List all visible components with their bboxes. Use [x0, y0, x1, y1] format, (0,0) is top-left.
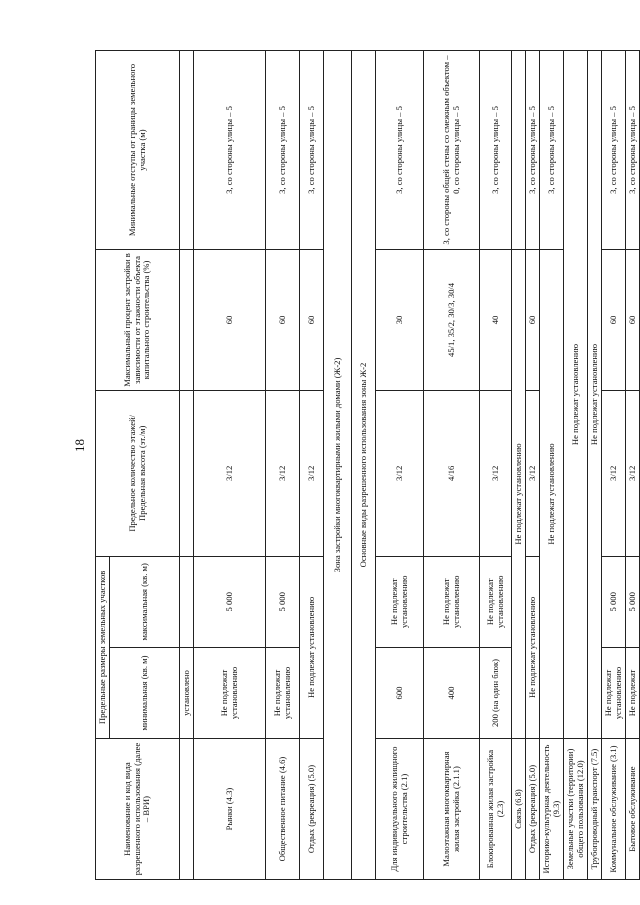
- table-row: [526, 51, 540, 880]
- cell-setback: 3, со стороны улицы – 5: [194, 51, 266, 250]
- cell-name: Отдых (рекреация) (5.0): [526, 739, 540, 880]
- cell-percent: 60: [266, 249, 300, 390]
- cell-height: 3/12: [194, 390, 266, 556]
- section-title-row: [352, 51, 376, 880]
- table-row: [194, 51, 266, 880]
- cell-percent: 45/1, 35/2, 30/3, 30/4: [424, 249, 480, 390]
- cell-max: Не подлежат установлению: [424, 556, 480, 647]
- table-row: [266, 51, 300, 880]
- header-max: максимальная (кв. м): [110, 556, 180, 647]
- table-row: [300, 51, 324, 880]
- cell-setback: 3, со стороны общей стены со смежным объектом – 0, со стороны улицы – 5: [424, 51, 480, 250]
- cell-percent: 60: [602, 249, 626, 390]
- cell-min: установлено: [180, 647, 194, 738]
- header-name: Наименование и код вида разрешенного использования (далее – ВРИ): [96, 739, 180, 880]
- cell-percent: 40: [480, 249, 512, 390]
- cell-percent: 60: [626, 249, 640, 390]
- cell-span: Не подлежат установлению: [540, 249, 564, 738]
- cell-min: Не подлежат установлению: [266, 647, 300, 738]
- table-row: [564, 51, 588, 880]
- cell-min: 600: [376, 647, 424, 738]
- rotated-table-container: [95, 50, 637, 880]
- cell-height: 3/12: [300, 390, 324, 556]
- cell-max: 5 000: [626, 556, 640, 647]
- cell-span: Не подлежат установлению: [588, 51, 602, 739]
- cell-height: 3/12: [376, 390, 424, 556]
- cell-height: 3/12: [266, 390, 300, 556]
- cell-name: Рынки (4.3): [194, 739, 266, 880]
- cell-name: Коммунальное обслуживание (3.1): [602, 739, 626, 880]
- header-min: минимальная (кв. м): [110, 647, 180, 738]
- cell-height: 3/12: [480, 390, 512, 556]
- cell-setback: 3, со стороны улицы – 5: [376, 51, 424, 250]
- cell-span: Не подлежат установлению: [526, 556, 540, 738]
- cell-min: Не подлежат установлению: [602, 647, 626, 738]
- cell-name: Для индивидуального жилищного строительства (2.1): [376, 739, 424, 880]
- cell-min: Не подлежат установлению: [194, 647, 266, 738]
- cell-percent: 60: [194, 249, 266, 390]
- header-setbacks: Минимальные отступы от границы земельного участка (м): [96, 51, 180, 250]
- cell-name: Блокированная жилая застройка (2.3): [480, 739, 512, 880]
- cell-setback: 3, со стороны улицы – 5: [266, 51, 300, 250]
- cell-name: Общественное питание (4.6): [266, 739, 300, 880]
- table-row: [480, 51, 512, 880]
- cell-min: 200 (на один блок): [480, 647, 512, 738]
- table-row: [512, 51, 526, 880]
- cell-height: 3/12: [602, 390, 626, 556]
- cell-min: Не подлежат: [626, 647, 640, 738]
- cell-span: Не подлежат установлению: [300, 556, 324, 738]
- cell-name: Бытовое обслуживание: [626, 739, 640, 880]
- cell-max: Не подлежат установлению: [480, 556, 512, 647]
- table-row: [540, 51, 564, 880]
- cell-span: Не подлежат установлению: [512, 249, 526, 738]
- cell-max: 5 000: [602, 556, 626, 647]
- cell-setback: 3, со стороны улицы – 5: [602, 51, 626, 250]
- cell-percent: 60: [526, 249, 540, 390]
- table-row: [626, 51, 640, 880]
- cell-name: Историко-культурная деятельность (9.3): [540, 739, 564, 880]
- header-percent: Максимальный процент застройки в зависимости от этажности объекта капитального строительства (%): [96, 249, 180, 390]
- cell-setback: 3, со стороны улицы – 5: [626, 51, 640, 250]
- table-row: [602, 51, 626, 880]
- cell-max: 5 000: [266, 556, 300, 647]
- zone-title: Зона застройки многоквартирными жилыми домами (Ж-2): [324, 51, 352, 880]
- cell-height: 3/12: [526, 390, 540, 556]
- cell-max: 5 000: [194, 556, 266, 647]
- cell-percent: 30: [376, 249, 424, 390]
- cell-name: Отдых (рекреация) (5.0): [300, 739, 324, 880]
- cell-name: Связь (6.8): [512, 739, 526, 880]
- zoning-regulations-table: [95, 50, 640, 880]
- cell-setback: 3, со стороны улицы – 5: [540, 51, 564, 250]
- cell-max: Не подлежат установлению: [376, 556, 424, 647]
- cell-name: Земельные участки (территории) общего пользования (12.0): [564, 739, 588, 880]
- cell-name: Трубопроводный транспорт (7.5): [588, 739, 602, 880]
- cell-span: Не подлежат установлению: [564, 51, 588, 739]
- zone-title-row: [324, 51, 352, 880]
- table-row: [424, 51, 480, 880]
- cell-setback: 3, со стороны улицы – 5: [300, 51, 324, 250]
- cell-height: 3/12: [626, 390, 640, 556]
- cell-min: 400: [424, 647, 480, 738]
- cell-height: 4/16: [424, 390, 480, 556]
- section-title: Основные виды разрешенного использования зоны Ж-2: [352, 51, 376, 880]
- table-row: [180, 51, 194, 880]
- page-number: 18: [72, 439, 87, 452]
- cell-percent: 60: [300, 249, 324, 390]
- table-row: [588, 51, 602, 880]
- cell-setback: 3, со стороны улицы – 5: [526, 51, 540, 250]
- header-plot-sizes: Предельные размеры земельных участков: [96, 556, 110, 738]
- cell-name: Малоэтажная многоквартирная жилая застройка (2.1.1): [424, 739, 480, 880]
- table-row: [376, 51, 424, 880]
- header-height: Предельное количество этажей/ Предельная высота (эт./м): [96, 390, 180, 556]
- cell-setback: 3, со стороны улицы – 5: [480, 51, 512, 250]
